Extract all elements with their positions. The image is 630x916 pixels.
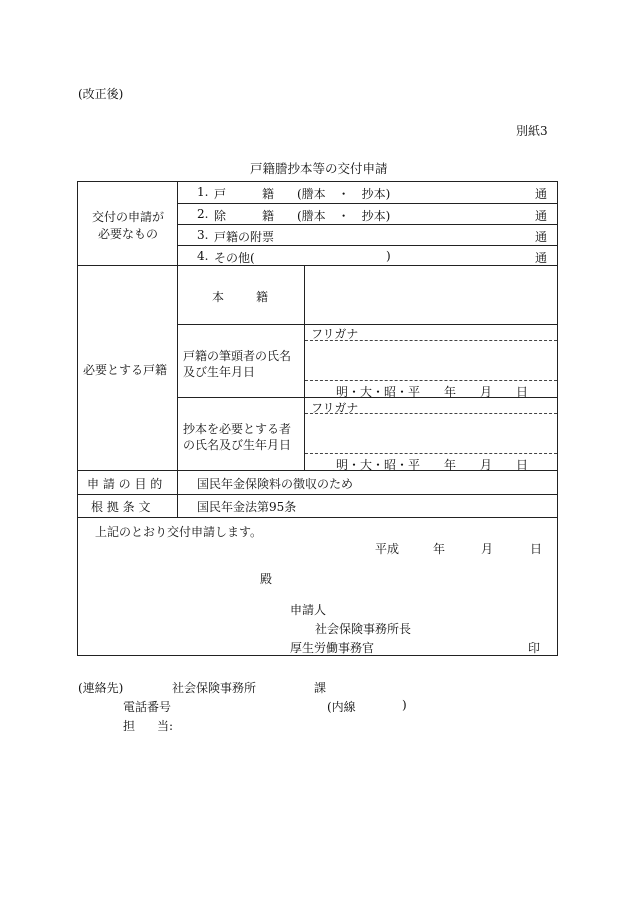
needed-items-label-line1: 交付の申請が: [92, 210, 165, 224]
applicant-label: 申請人: [290, 603, 327, 617]
purpose-label: 申 請 の 目 的: [87, 477, 163, 491]
person-label-b: 当:: [157, 719, 174, 733]
year-label: 年: [444, 385, 457, 399]
item-name: 戸籍の附票: [214, 230, 275, 244]
purpose-value: 国民年金保険料の徴収のため: [197, 477, 354, 491]
attachment-label: 別紙3: [516, 124, 548, 138]
honseki-label-b: 籍: [256, 290, 269, 304]
head-label-line2: 及び生年月日: [183, 365, 256, 379]
person-label-a: 担: [123, 719, 136, 733]
era-options: 明・大・昭・平: [336, 385, 421, 399]
contact-section: 課: [314, 681, 327, 695]
request-statement: 上記のとおり交付申請します。: [95, 525, 263, 539]
seal-mark: 印: [528, 641, 541, 655]
item-unit: 通: [535, 187, 548, 201]
item-unit: 通: [535, 209, 548, 223]
item-number: 1.: [197, 185, 209, 199]
head-furigana-label: フリガナ: [311, 327, 359, 341]
item-name-a: 除: [214, 209, 227, 223]
era-options: 明・大・昭・平: [336, 458, 421, 472]
item-number: 3.: [197, 228, 209, 242]
era-label: 平成: [375, 542, 400, 556]
official-title: 厚生労働事務官: [290, 641, 375, 655]
contact-label: (連絡先): [78, 681, 124, 695]
item-unit: 通: [535, 251, 548, 265]
family-register-label: 必要とする戸籍: [83, 363, 168, 377]
item-option: (謄本 ・ 抄本): [297, 209, 391, 223]
item-number: 2.: [197, 207, 209, 221]
year-label: 年: [444, 458, 457, 472]
extension-close: ): [402, 698, 407, 712]
item-number: 4.: [197, 249, 209, 263]
item-name-a: 戸: [214, 187, 227, 201]
month-label: 月: [480, 385, 493, 399]
honseki-label-a: 本: [212, 290, 225, 304]
day-label: 日: [516, 385, 529, 399]
head-label-line1: 戸籍の筆頭者の氏名: [183, 349, 292, 363]
phone-label: 電話番号: [123, 700, 172, 714]
basis-value: 国民年金法第95条: [197, 500, 297, 514]
item-unit: 通: [535, 230, 548, 244]
item-name: その他(: [214, 251, 255, 265]
item-option: (謄本 ・ 抄本): [297, 187, 391, 201]
extension-open: (内線: [327, 700, 356, 714]
addressee-honorific: 殿: [260, 572, 273, 586]
day-label: 日: [530, 542, 543, 556]
needed-items-label-line2: 必要なもの: [98, 227, 159, 241]
item-name-b: 籍: [262, 209, 275, 223]
month-label: 月: [480, 458, 493, 472]
copy-label-line2: の氏名及び生年月日: [183, 438, 292, 452]
day-label: 日: [516, 458, 529, 472]
office-head: 社会保険事務所長: [315, 622, 412, 636]
revision-note: (改正後): [78, 87, 124, 101]
item-close-paren: ): [386, 249, 391, 263]
item-name-b: 籍: [262, 187, 275, 201]
month-label: 月: [481, 542, 494, 556]
copy-label-line1: 抄本を必要とする者: [183, 422, 292, 436]
page-title: 戸籍謄抄本等の交付申請: [250, 161, 388, 176]
year-label: 年: [433, 542, 446, 556]
copy-furigana-label: フリガナ: [311, 401, 359, 415]
basis-label: 根 拠 条 文: [91, 500, 151, 514]
contact-office: 社会保険事務所: [172, 681, 257, 695]
